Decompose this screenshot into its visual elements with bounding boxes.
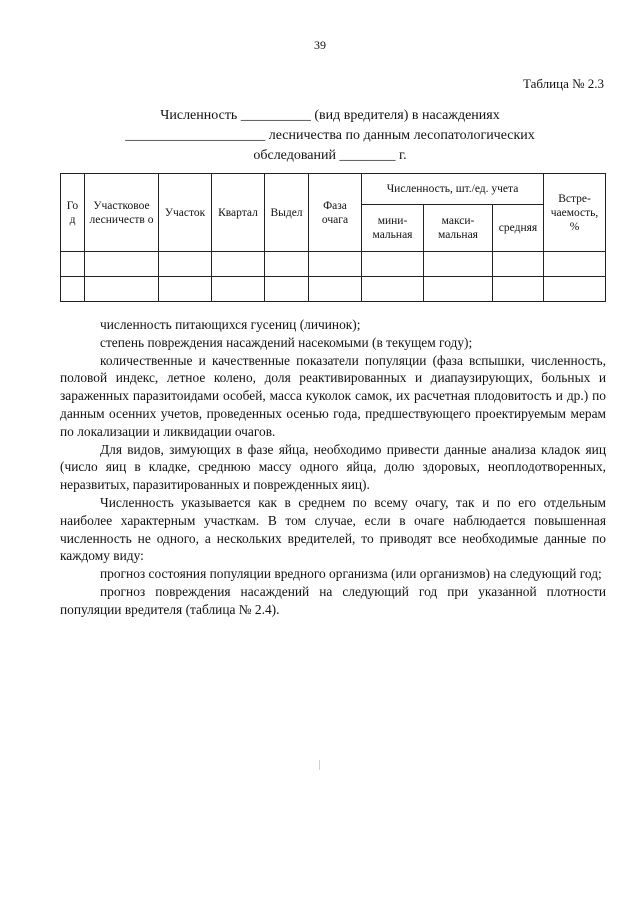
empty-cell bbox=[544, 252, 606, 277]
empty-cell bbox=[61, 277, 85, 302]
table-row bbox=[61, 252, 606, 277]
empty-cell bbox=[493, 252, 544, 277]
paragraph: Для видов, зимующих в фазе яйца, необходимо привести данные анализа кладок яиц (число яиц в кладке, среднюю массу одного яйца, долю здоровых, неоплодотворенных, неразвитых, паразитированных и поврежденных яиц). bbox=[60, 441, 606, 493]
paragraph: количественные и качественные показатели популяции (фаза вспышки, численность, половой индекс, летное колено, доля реактивированных и диапаузирующих, больных и зараженных паразитоидами особей, масса куколок самок, их расчетная плодовитость и др.) по данным осенних учетов, проведенных осенью года, предшествующего проектируемым мерам по локализации и ликвидации очагов. bbox=[60, 352, 606, 439]
empty-cell bbox=[159, 277, 212, 302]
scan-artifact bbox=[319, 760, 320, 770]
header-uchastkovoe-lesnichestvo: Участковое лесничеств о bbox=[85, 174, 159, 252]
empty-cell bbox=[265, 277, 309, 302]
empty-cell bbox=[544, 277, 606, 302]
paragraph: прогноз состояния популяции вредного организма (или организмов) на следующий год; bbox=[100, 566, 602, 582]
header-kvartal: Квартал bbox=[212, 174, 265, 252]
empty-cell bbox=[309, 277, 362, 302]
title-line-1: Численность __________ (вид вредителя) в насаждениях bbox=[160, 108, 500, 123]
empty-cell bbox=[212, 252, 265, 277]
paragraph: прогноз повреждения насаждений на следующий год при указанной плотности популяции вредителя (таблица № 2.4). bbox=[60, 583, 606, 617]
empty-cell bbox=[309, 252, 362, 277]
header-uchastok: Участок bbox=[159, 174, 212, 252]
header-minimalnaya: мини-мальная bbox=[362, 205, 424, 252]
header-faza-ochaga: Фаза очага bbox=[309, 174, 362, 252]
empty-cell bbox=[424, 252, 493, 277]
empty-cell bbox=[362, 252, 424, 277]
paragraph: Численность указывается как в среднем по всему очагу, так и по его отдельным наиболее характерным участкам. В том случае, если в очаге наблюдается повышенная численность не одного, а нескольких вредителей, то приводят все необходимые данные по каждому виду: bbox=[60, 494, 606, 564]
empty-cell bbox=[159, 252, 212, 277]
paragraph: численность питающихся гусениц (личинок); bbox=[100, 317, 361, 332]
title-line-2: ____________________ лесничества по данным лесопатологических bbox=[125, 128, 535, 143]
population-table bbox=[60, 173, 606, 302]
body-text bbox=[60, 316, 606, 619]
header-vydel: Выдел bbox=[265, 174, 309, 252]
page-number: 39 bbox=[314, 38, 326, 52]
table-row bbox=[61, 277, 606, 302]
header-vstrechaemost: Встре-чаемость, % bbox=[544, 174, 606, 252]
header-srednyaya: средняя bbox=[493, 205, 544, 252]
title-line-3: обследований ________ г. bbox=[253, 148, 407, 163]
empty-cell bbox=[212, 277, 265, 302]
empty-cell bbox=[493, 277, 544, 302]
empty-cell bbox=[424, 277, 493, 302]
empty-cell bbox=[61, 252, 85, 277]
table-title bbox=[60, 106, 600, 166]
empty-cell bbox=[85, 277, 159, 302]
empty-cell bbox=[85, 252, 159, 277]
header-chislennost-group: Численность, шт./ед. учета bbox=[362, 174, 544, 205]
header-maksimalnaya: макси-мальная bbox=[424, 205, 493, 252]
empty-cell bbox=[362, 277, 424, 302]
paragraph: степень повреждения насаждений насекомыми (в текущем году); bbox=[100, 334, 473, 350]
table-label: Таблица № 2.3 bbox=[522, 76, 604, 91]
empty-cell bbox=[265, 252, 309, 277]
header-god: Го д bbox=[61, 174, 85, 252]
